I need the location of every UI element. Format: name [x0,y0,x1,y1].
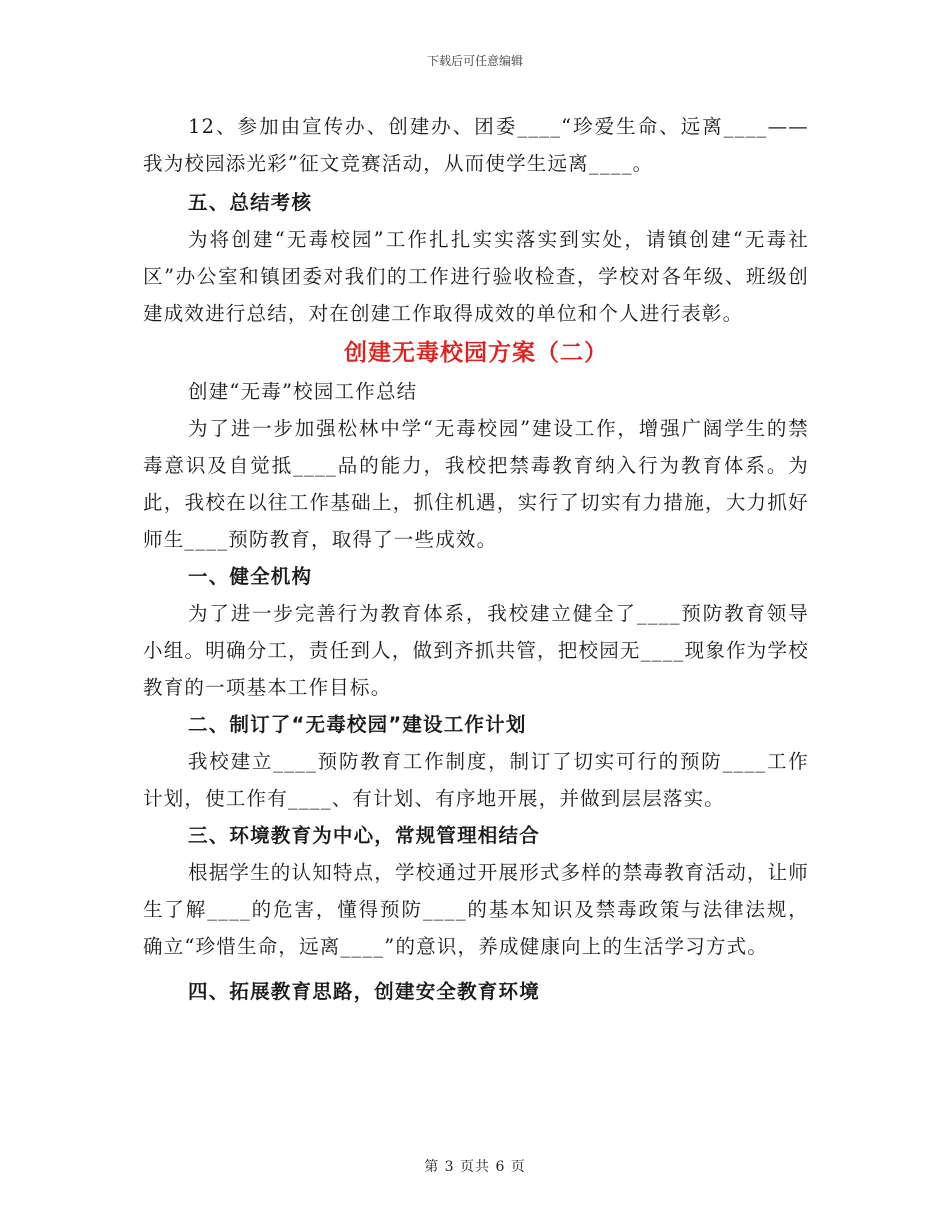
section-heading-3: 三、环境教育为中心，常规管理相结合 [188,824,540,847]
paragraph-section-3: 根据学生的认知特点，学校通过开展形式多样的禁毒教育活动，让师生了解____的危害，懂得预防____的基本知识及禁毒政策与法律法规，确立“珍惜生命，远离____”的意识，养成健康向上的生活学习方式。 [143,861,810,958]
paragraph-section-2: 我校建立____预防教育工作制度，制订了切实可行的预防____工作计划，使工作有____、有计划、有序地开展，并做到层层落实。 [143,750,809,810]
section-heading-summary: 五、总结考核 [188,191,313,214]
document-body [143,108,809,1010]
page-footer: 第 3 页共 6 页 [424,1159,526,1175]
paragraph-subtitle: 创建“无毒”校园工作总结 [188,380,418,403]
paragraph-summary: 为将创建“无毒校园”工作扎扎实实落实到实处，请镇创建“无毒社区”办公室和镇团委对我们的工作进行验收检查，学校对各年级、班级创建成效进行总结，对在创建工作取得成效的单位和个人进行表彰。 [143,228,809,325]
section-heading-1: 一、健全机构 [188,565,313,588]
paragraph-item-12: 12、参加由宣传办、创建办、团委____“珍爱生命、远离____——我为校园添光彩”征文竞赛活动，从而使学生远离____。 [143,115,809,175]
paragraph-section-1: 为了进一步完善行为教育体系，我校建立健全了____预防教育领导小组。明确分工，责任到人，做到齐抓共管，把校园无____现象作为学校教育的一项基本工作目标。 [143,602,809,699]
page-header-note: 下载后可任意编辑 [426,54,523,68]
document-title: 创建无毒校园方案（二） [344,340,608,366]
paragraph-intro: 为了进一步加强松林中学“无毒校园”建设工作，增强广阔学生的禁毒意识及自觉抵____品的能力，我校把禁毒教育纳入行为教育体系。为此，我校在以往工作基础上，抓住机遇，实行了切实有力措施，大力抓好师生____预防教育，取得了一些成效。 [143,417,809,551]
section-heading-2: 二、制订了“无毒校园”建设工作计划 [188,713,527,736]
section-heading-4: 四、拓展教育思路，创建安全教育环境 [188,980,540,1003]
